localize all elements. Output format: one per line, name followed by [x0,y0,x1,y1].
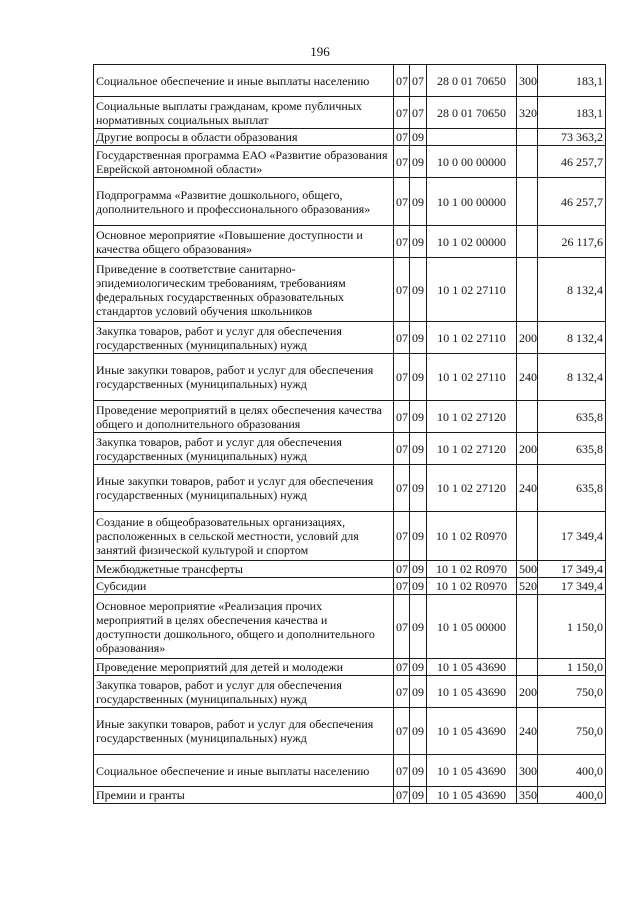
row-amount: 1 150,0 [538,595,606,659]
row-amount: 17 349,4 [538,561,606,578]
row-name: Основное мероприятие «Реализация прочих мероприятий в целях обеспечения качества и доступности дошкольного, общего и дополнительного образования» [94,595,394,659]
row-name: Приведение в соответствие санитарно-эпидемиологическим требованиям, требованиям федеральных государственных образовательных стандартов условий обучения школьников [94,258,394,322]
table-row [94,595,606,659]
row-amount: 750,0 [538,676,606,708]
row-name: Премии и гранты [94,787,394,804]
row-name: Субсидии [94,578,394,595]
row-name: Иные закупки товаров, работ и услуг для обеспечения государственных (муниципальных) нужд [94,708,394,755]
row-section-code: 07 [394,561,410,578]
row-target-article-code: 10 1 05 43690 [427,787,517,804]
row-amount: 183,1 [538,97,606,129]
row-target-article-code: 10 1 02 27120 [427,401,517,433]
row-subsection-code: 09 [410,178,427,226]
row-expense-type-code: 300 [517,65,538,97]
table-row [94,401,606,433]
row-section-code: 07 [394,755,410,787]
row-section-code: 07 [394,787,410,804]
row-amount: 46 257,7 [538,178,606,226]
row-subsection-code: 07 [410,65,427,97]
row-section-code: 07 [394,465,410,512]
row-subsection-code: 09 [410,578,427,595]
row-name: Другие вопросы в области образования [94,129,394,146]
row-name: Иные закупки товаров, работ и услуг для обеспечения государственных (муниципальных) нужд [94,465,394,512]
row-section-code: 07 [394,578,410,595]
row-expense-type-code [517,178,538,226]
row-section-code: 07 [394,433,410,465]
row-subsection-code: 09 [410,401,427,433]
row-subsection-code: 09 [410,561,427,578]
row-expense-type-code [517,129,538,146]
row-subsection-code: 09 [410,708,427,755]
row-section-code: 07 [394,129,410,146]
row-expense-type-code: 520 [517,578,538,595]
row-subsection-code: 09 [410,433,427,465]
row-name: Проведение мероприятий для детей и молодежи [94,659,394,676]
row-section-code: 07 [394,65,410,97]
row-subsection-code: 09 [410,465,427,512]
row-target-article-code: 10 1 05 43690 [427,755,517,787]
row-section-code: 07 [394,401,410,433]
row-name: Иные закупки товаров, работ и услуг для обеспечения государственных (муниципальных) нужд [94,354,394,401]
row-expense-type-code: 240 [517,708,538,755]
row-amount: 17 349,4 [538,578,606,595]
table-row [94,659,606,676]
table-row [94,465,606,512]
row-amount: 400,0 [538,755,606,787]
row-subsection-code: 09 [410,146,427,178]
row-amount: 1 150,0 [538,659,606,676]
row-name: Закупка товаров, работ и услуг для обеспечения государственных (муниципальных) нужд [94,322,394,354]
row-expense-type-code [517,226,538,258]
table-row [94,561,606,578]
row-amount: 635,8 [538,401,606,433]
row-subsection-code: 09 [410,676,427,708]
row-section-code: 07 [394,146,410,178]
table-row [94,146,606,178]
row-name: Проведение мероприятий в целях обеспечения качества общего и дополнительного образования [94,401,394,433]
row-target-article-code: 10 1 02 27120 [427,465,517,512]
row-expense-type-code: 200 [517,676,538,708]
row-name: Подпрограмма «Развитие дошкольного, общего, дополнительного и профессионального образования» [94,178,394,226]
row-name: Основное мероприятие «Повышение доступности и качества общего образования» [94,226,394,258]
table-row [94,129,606,146]
table-row [94,354,606,401]
row-name: Межбюджетные трансферты [94,561,394,578]
row-name: Социальное обеспечение и иные выплаты населению [94,755,394,787]
table-row [94,787,606,804]
row-subsection-code: 09 [410,322,427,354]
row-subsection-code: 09 [410,354,427,401]
row-subsection-code: 09 [410,595,427,659]
table-row [94,433,606,465]
row-expense-type-code: 200 [517,322,538,354]
row-section-code: 07 [394,178,410,226]
table-row [94,578,606,595]
row-name: Социальное обеспечение и иные выплаты населению [94,65,394,97]
row-subsection-code: 09 [410,787,427,804]
row-section-code: 07 [394,512,410,561]
table-row [94,322,606,354]
table-row [94,755,606,787]
row-section-code: 07 [394,258,410,322]
row-amount: 635,8 [538,433,606,465]
row-section-code: 07 [394,354,410,401]
row-name: Государственная программа ЕАО «Развитие образования Еврейской автономной области» [94,146,394,178]
row-expense-type-code: 500 [517,561,538,578]
row-target-article-code: 10 1 00 00000 [427,178,517,226]
table-row [94,178,606,226]
row-expense-type-code: 350 [517,787,538,804]
row-target-article-code [427,129,517,146]
row-target-article-code: 10 1 05 43690 [427,659,517,676]
row-target-article-code: 28 0 01 70650 [427,97,517,129]
row-name: Создание в общеобразовательных организациях, расположенных в сельской местности, условий для занятий физической культурой и спортом [94,512,394,561]
row-subsection-code: 09 [410,512,427,561]
row-target-article-code: 10 1 02 27110 [427,354,517,401]
row-section-code: 07 [394,676,410,708]
table-row [94,65,606,97]
row-subsection-code: 09 [410,129,427,146]
row-expense-type-code [517,659,538,676]
row-expense-type-code: 200 [517,433,538,465]
row-subsection-code: 09 [410,659,427,676]
row-section-code: 07 [394,595,410,659]
row-section-code: 07 [394,97,410,129]
row-section-code: 07 [394,708,410,755]
row-amount: 183,1 [538,65,606,97]
table-row [94,258,606,322]
row-expense-type-code [517,258,538,322]
row-amount: 46 257,7 [538,146,606,178]
row-name: Социальные выплаты гражданам, кроме публичных нормативных социальных выплат [94,97,394,129]
row-expense-type-code [517,401,538,433]
row-subsection-code: 09 [410,258,427,322]
row-expense-type-code: 240 [517,465,538,512]
row-target-article-code: 10 1 02 27120 [427,433,517,465]
table-row [94,676,606,708]
row-expense-type-code: 300 [517,755,538,787]
row-amount: 73 363,2 [538,129,606,146]
row-amount: 26 117,6 [538,226,606,258]
row-section-code: 07 [394,322,410,354]
budget-table-body [94,65,606,804]
row-amount: 8 132,4 [538,258,606,322]
row-target-article-code: 10 1 05 43690 [427,708,517,755]
row-target-article-code: 10 1 05 43690 [427,676,517,708]
table-row [94,708,606,755]
row-expense-type-code: 240 [517,354,538,401]
row-target-article-code: 10 1 02 R0970 [427,512,517,561]
row-section-code: 07 [394,659,410,676]
row-subsection-code: 09 [410,755,427,787]
row-amount: 750,0 [538,708,606,755]
row-target-article-code: 10 1 02 27110 [427,322,517,354]
row-target-article-code: 10 1 05 00000 [427,595,517,659]
table-row [94,226,606,258]
row-amount: 635,8 [538,465,606,512]
row-target-article-code: 10 1 02 R0970 [427,578,517,595]
row-subsection-code: 09 [410,226,427,258]
row-amount: 8 132,4 [538,354,606,401]
table-row [94,97,606,129]
row-expense-type-code [517,512,538,561]
row-amount: 17 349,4 [538,512,606,561]
row-target-article-code: 10 0 00 00000 [427,146,517,178]
budget-table [93,64,606,804]
row-amount: 400,0 [538,787,606,804]
table-row [94,512,606,561]
row-target-article-code: 10 1 02 27110 [427,258,517,322]
row-amount: 8 132,4 [538,322,606,354]
row-name: Закупка товаров, работ и услуг для обеспечения государственных (муниципальных) нужд [94,433,394,465]
row-target-article-code: 28 0 01 70650 [427,65,517,97]
row-section-code: 07 [394,226,410,258]
row-expense-type-code [517,146,538,178]
row-target-article-code: 10 1 02 00000 [427,226,517,258]
row-subsection-code: 07 [410,97,427,129]
row-target-article-code: 10 1 02 R0970 [427,561,517,578]
row-expense-type-code: 320 [517,97,538,129]
row-expense-type-code [517,595,538,659]
row-name: Закупка товаров, работ и услуг для обеспечения государственных (муниципальных) нужд [94,676,394,708]
page-number: 196 [310,44,330,59]
